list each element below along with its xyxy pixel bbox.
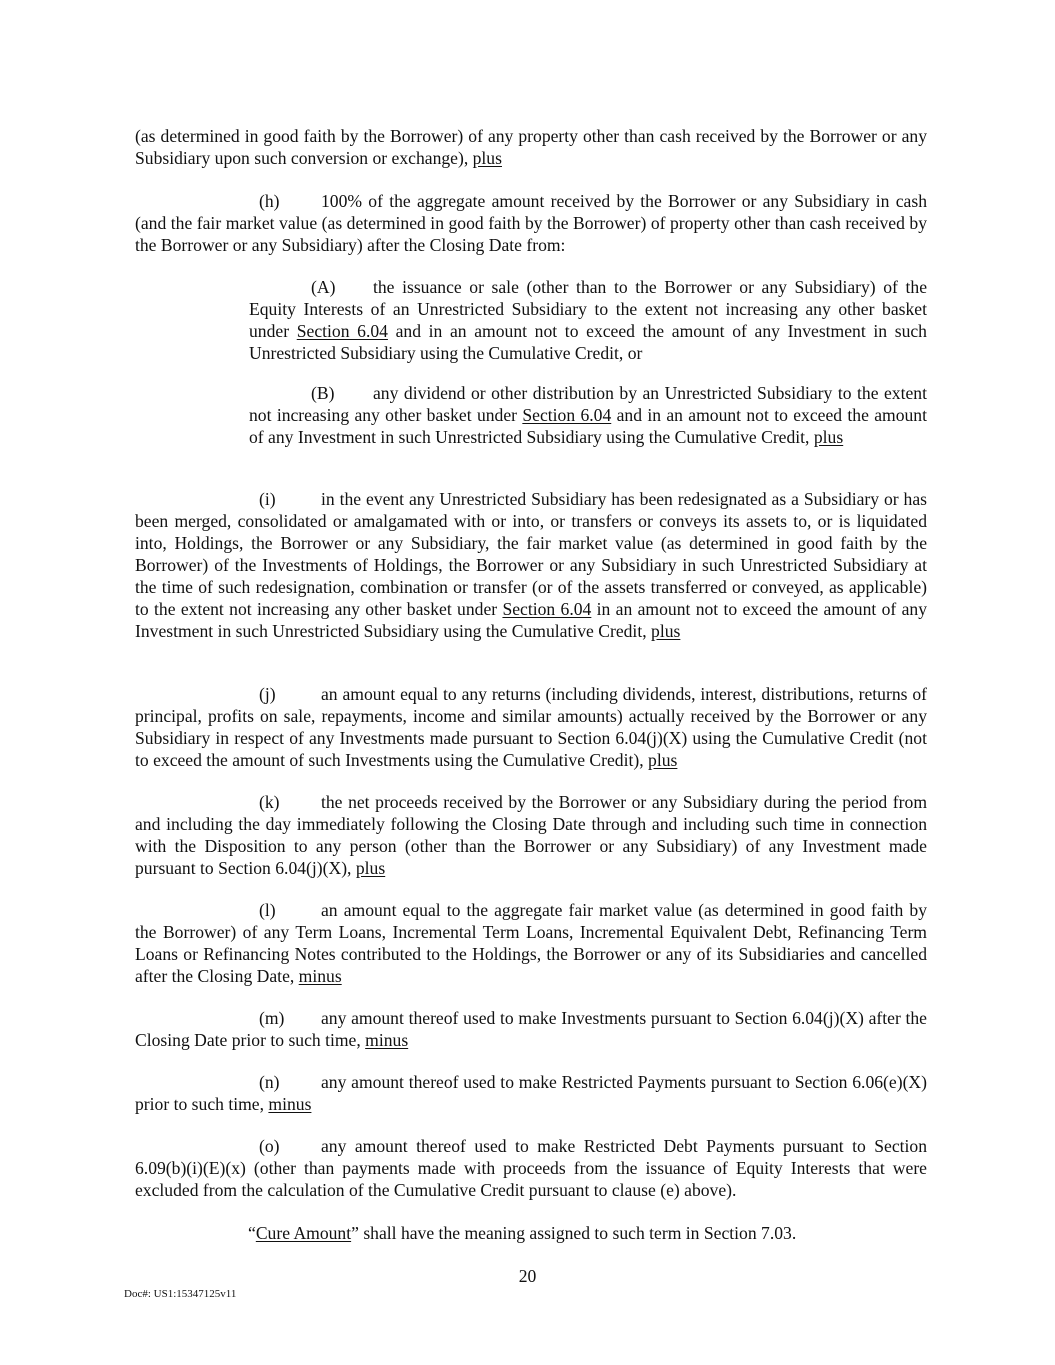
minus-term: minus bbox=[298, 966, 342, 986]
plus-term: plus bbox=[813, 427, 844, 447]
plus-term: plus bbox=[651, 621, 681, 641]
clause-label: (A) bbox=[311, 277, 336, 297]
paragraph-k bbox=[135, 791, 927, 879]
plus-term: plus bbox=[472, 148, 502, 168]
defined-term: Cure Amount bbox=[255, 1223, 352, 1243]
paragraph-text: the net proceeds received by the Borrower or any Subsidiary during the period from and including the day immediately following the Closing Date through and including such time in connection with the Disposition to any person (other than the Borrower or any Subsidiary) of any Investment made pursuant to Section 6.04(j)(X), bbox=[135, 792, 927, 878]
clause-label: (o) bbox=[259, 1136, 280, 1156]
paragraph-text: 100% of the aggregate amount received by the Borrower or any Subsidiary in cash (and the fair market value (as determined in good faith by the Borrower) of property other than cash received by the Borrower or any Subsidiary) after the Closing Date from: bbox=[135, 191, 927, 255]
clause-label: (i) bbox=[259, 489, 276, 509]
paragraph-i bbox=[135, 488, 927, 642]
page-number: 20 bbox=[518, 1266, 537, 1286]
definition-text: ” shall have the meaning assigned to such term in Section 7.03. bbox=[351, 1223, 797, 1243]
paragraph-m bbox=[135, 1007, 927, 1051]
paragraph-o bbox=[135, 1135, 927, 1201]
clause-label: (j) bbox=[259, 684, 276, 704]
paragraph-text: an amount equal to any returns (including dividends, interest, distributions, returns of principal, profits on sale, repayments, income and similar amounts) actually received by the Borrower or any Subsidiary in respect of any Investments made pursuant to Section 6.04(j)(X) using the Cumulative Credit (not to exceed the amount of such Investments using the Cumulative Credit), bbox=[135, 684, 927, 770]
document-id: Doc#: US1:15347125v11 bbox=[124, 1288, 237, 1300]
paragraph-text: in the event any Unrestricted Subsidiary has been redesignated as a Subsidiary or has been merged, consolidated or amalgamated with or into, or transfers or conveys its assets to, or is liquidated into, Holdings, the Borrower or any Subsidiary, the fair market value (as determined in good faith by the Borrower) of the Investments of Holdings, the Borrower or any Subsidiary in such Unrestricted Subsidiary at the time of such redesignation, combination or transfer (or of the assets transferred or conveyed, as applicable) to the extent not increasing any other basket under bbox=[135, 489, 927, 619]
paragraph-text: an amount equal to the aggregate fair market value (as determined in good faith by the Borrower) of any Term Loans, Incremental Term Loans, Incremental Equivalent Debt, Refinancing Term Loans or Refinancing Notes contributed to the Holdings, the Borrower or any of its Subsidiaries and cancelled after the Closing Date, bbox=[135, 900, 927, 986]
clause-label: (h) bbox=[259, 191, 280, 211]
section-reference: Section 6.04 bbox=[502, 599, 592, 619]
paragraph-text: the issuance or sale (other than to the Borrower or any Subsidiary) of the Equity Interests of an Unrestricted Subsidiary to the extent not increasing any other basket under bbox=[249, 277, 927, 341]
paragraph-l bbox=[135, 899, 927, 987]
clause-label: (n) bbox=[259, 1072, 280, 1092]
minus-term: minus bbox=[365, 1030, 409, 1050]
paragraph-continuation bbox=[135, 125, 927, 169]
paragraph-text: any dividend or other distribution by an Unrestricted Subsidiary to the extent not increasing any other basket under bbox=[249, 383, 927, 425]
paragraph-text: any amount thereof used to make Restricted Payments pursuant to Section 6.06(e)(X) prior to such time, bbox=[135, 1072, 927, 1114]
plus-term: plus bbox=[648, 750, 678, 770]
paragraph-text: and in an amount not to exceed the amount of any Investment in such Unrestricted Subsidiary using the Cumulative Credit, or bbox=[249, 321, 927, 363]
section-reference: Section 6.04 bbox=[296, 321, 388, 341]
paragraph-A bbox=[249, 276, 927, 364]
paragraph-text: (as determined in good faith by the Borrower) of any property other than cash received by the Borrower or any Subsidiary upon such conversion or exchange), bbox=[135, 126, 927, 168]
paragraph-n bbox=[135, 1071, 927, 1115]
clause-label: (B) bbox=[311, 383, 335, 403]
section-reference: Section 6.04 bbox=[522, 405, 612, 425]
minus-term: minus bbox=[268, 1094, 312, 1114]
paragraph-text: any amount thereof used to make Restricted Debt Payments pursuant to Section 6.09(b)(i)(E)(x) (other than payments made with proceeds from the issuance of Equity Interests that were excluded from the calculation of the Cumulative Credit pursuant to clause (e) above). bbox=[135, 1136, 927, 1200]
clause-label: (l) bbox=[259, 900, 276, 920]
clause-label: (k) bbox=[259, 792, 280, 812]
paragraph-text: in an amount not to exceed the amount of any Investment in such Unrestricted Subsidiary using the Cumulative Credit, bbox=[135, 599, 927, 641]
plus-term: plus bbox=[355, 858, 386, 878]
quote-mark: “ bbox=[248, 1223, 256, 1243]
paragraph-text: and in an amount not to exceed the amount of any Investment in such Unrestricted Subsidiary using the Cumulative Credit, bbox=[249, 405, 927, 447]
paragraph-B bbox=[249, 382, 927, 448]
cure-amount-definition bbox=[248, 1222, 796, 1244]
paragraph-text: any amount thereof used to make Investments pursuant to Section 6.04(j)(X) after the Closing Date prior to such time, bbox=[135, 1008, 927, 1050]
paragraph-j bbox=[135, 683, 927, 771]
paragraph-h bbox=[135, 190, 927, 256]
clause-label: (m) bbox=[259, 1008, 285, 1028]
